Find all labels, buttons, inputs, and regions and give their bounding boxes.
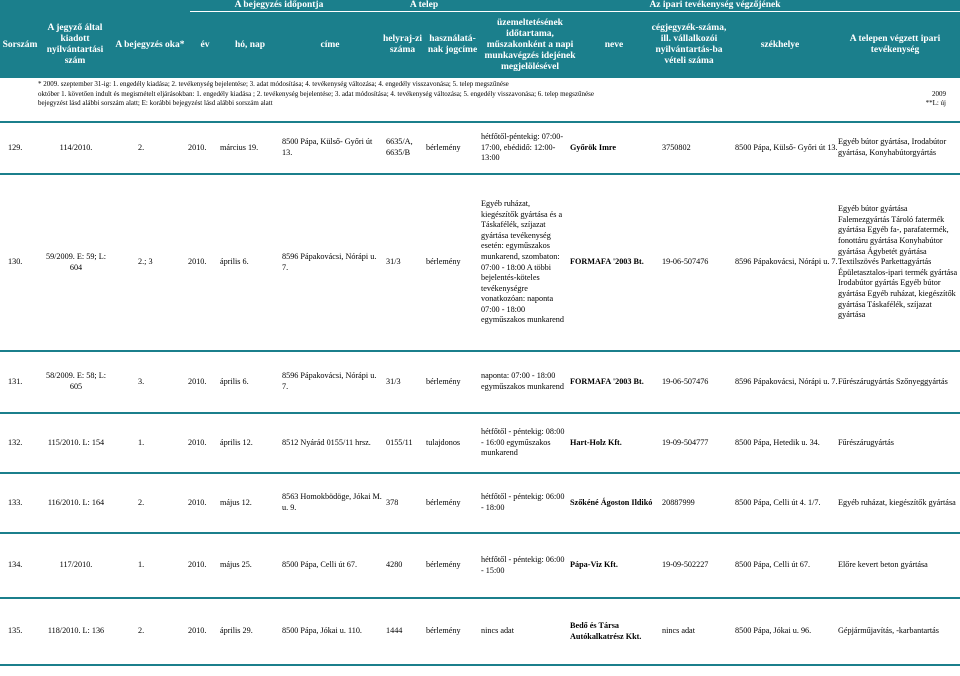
cell-sorszam-text: 130.	[8, 257, 23, 267]
cell-hours-text: hétfőtől - péntekig: 06:00 - 15:00	[481, 554, 565, 575]
cell-address	[282, 474, 382, 532]
table-header	[0, 0, 960, 78]
cell-activity	[838, 123, 960, 173]
cell-reason-text: 2.	[138, 497, 145, 507]
cell-reason-text: 2.	[138, 142, 145, 152]
cell-name-text: Győrök Imre	[570, 142, 617, 152]
cell-seat-text: 8500 Pápa, Celli út 4. 1/7.	[735, 497, 821, 507]
header-divider	[190, 78, 960, 79]
cell-sorszam	[8, 474, 40, 532]
header-address: címe	[320, 39, 340, 50]
cell-title	[426, 352, 476, 412]
header-year: év	[200, 39, 210, 50]
cell-reason	[138, 474, 178, 532]
cell-name	[570, 534, 658, 597]
cell-seat	[735, 175, 840, 350]
cell-activity	[838, 534, 960, 597]
cell-name	[570, 414, 658, 472]
cell-hours-text: hétfőtől - péntekig: 08:00 - 16:00 egyműszakos munkarend	[481, 427, 565, 458]
cell-seat-text: 8500 Pápa, Celli út 67.	[735, 560, 811, 570]
cell-activity-text: Előre kevert beton gyártása	[838, 560, 928, 570]
cell-hours	[481, 474, 569, 532]
cell-date	[220, 175, 278, 350]
cell-sorszam-text: 132.	[8, 437, 23, 447]
cell-year-text: 2010.	[188, 437, 207, 447]
cell-name	[570, 352, 658, 412]
cell-lot-text: 4280	[386, 560, 403, 570]
header-seat: székhelye	[760, 39, 800, 50]
cell-year	[188, 352, 218, 412]
cell-sorszam	[8, 599, 40, 664]
cell-reason-text: 2.	[138, 626, 145, 636]
cell-reason-text: 1.	[138, 437, 145, 447]
header-name: neve	[604, 39, 624, 50]
cell-hours	[481, 534, 569, 597]
cell-hours	[481, 123, 569, 173]
cell-title-text: bérlemény	[426, 626, 461, 636]
cell-title-text: bérlemény	[426, 560, 461, 570]
cell-number-text: 117/2010.	[59, 560, 93, 570]
cell-number-text: 114/2010.	[59, 142, 93, 152]
cell-sorszam-text: 135.	[8, 626, 23, 636]
cell-lot-text: 0155/11	[386, 437, 413, 447]
cell-title	[426, 123, 476, 173]
cell-title	[426, 599, 476, 664]
cell-date	[220, 123, 278, 173]
cell-hours	[481, 352, 569, 412]
cell-activity-text: Egyéb ruházat, kiegészítők gyártása	[838, 497, 956, 507]
note-line-3-right: **L: új	[925, 99, 946, 107]
cell-year	[188, 123, 218, 173]
cell-number-text: 58/2009. E: 58; L: 605	[45, 371, 107, 391]
cell-year	[188, 414, 218, 472]
cell-lot-text: 378	[386, 497, 399, 507]
cell-address	[282, 352, 382, 412]
header-group-operator: Az ipari tevékenység végzőjének	[649, 0, 781, 10]
cell-date-text: május 12.	[220, 497, 252, 507]
cell-activity	[838, 352, 960, 412]
cell-reg-text: nincs adat	[662, 626, 695, 636]
cell-activity-text: Egyéb bútor gyártása Falemezgyártás Tároló fatermék gyártása Egyéb fa-, parafatermék, fonottáru gyártása Konyhabútor gyártása Ágybetét gyártása Textilszövés Parkettagyártás Épületasztalos-ipari termék gyártása Irodabútor gyártás Egyéb bútor gyártása Egyéb ruházat, kiegészítők gyártása Táskafélék, szíjazat gyártása	[838, 204, 958, 320]
cell-year	[188, 175, 218, 350]
header-operating-time: üzemeltetésének időtartama, műszakonként a napi munkavégzés idejének megjelölésével	[484, 17, 576, 72]
note-line-1: * 2009. szeptember 31-ig: 1. engedély kiadása; 2. tevékenység bejelentése; 3. adat módosítása; 4. tevékenység változása; 4. engedély visszavonása; 5. telep megszűnése	[38, 80, 509, 88]
header-activity: A telepen végzett ipari tevékenység	[849, 34, 941, 55]
cell-seat	[735, 414, 840, 472]
cell-seat	[735, 534, 840, 597]
cell-hours-text: hétfőtől - péntekig: 06:00 - 18:00	[481, 492, 565, 512]
cell-date-text: április 6.	[220, 376, 249, 386]
cell-title	[426, 534, 476, 597]
cell-name-text: Hart-Holz Kft.	[570, 437, 622, 447]
cell-number	[40, 352, 112, 412]
cell-lot	[386, 175, 426, 350]
cell-year	[188, 474, 218, 532]
cell-number	[40, 175, 112, 350]
cell-year-text: 2010.	[188, 497, 207, 507]
cell-name-text: FORMAFA '2003 Bt.	[570, 376, 644, 386]
cell-activity-text: Fűrészárugyártás	[838, 437, 894, 447]
cell-reg-text: 20887999	[662, 497, 695, 507]
header-title: használatának jogcíme	[427, 34, 478, 55]
cell-address-text: 8500 Pápa, Külső- Győri út 13.	[282, 137, 373, 157]
cell-seat-text: 8500 Pápa, Külső- Győri út 13.	[735, 142, 838, 152]
cell-address-text: 8563 Homokbödöge, Jókai M. u. 9.	[282, 492, 382, 512]
cell-address-text: 8596 Pápakovácsi, Nórápi u. 7.	[282, 251, 377, 272]
cell-number	[40, 534, 112, 597]
cell-reason	[138, 175, 178, 350]
cell-seat-text: 8596 Pápakovácsi, Nórápi u. 7.	[735, 376, 838, 386]
cell-lot	[386, 352, 426, 412]
cell-activity	[838, 175, 960, 350]
cell-reg-text: 3750802	[662, 142, 691, 152]
cell-reg-text: 19-09-504777	[662, 437, 709, 447]
cell-lot-text: 1444	[386, 626, 403, 636]
cell-lot	[386, 123, 426, 173]
cell-sorszam	[8, 352, 40, 412]
cell-address-text: 8500 Pápa, Jókai u. 110.	[282, 626, 362, 636]
cell-reason	[138, 352, 178, 412]
cell-title-text: bérlemény	[426, 497, 461, 507]
cell-title	[426, 414, 476, 472]
cell-year-text: 2010.	[188, 560, 207, 570]
cell-sorszam-text: 131.	[8, 376, 23, 386]
cell-reason-text: 1.	[138, 560, 145, 570]
cell-reg	[662, 414, 732, 472]
cell-lot	[386, 599, 426, 664]
cell-title	[426, 175, 476, 350]
cell-reason	[138, 414, 178, 472]
cell-lot	[386, 534, 426, 597]
cell-name-text: Bedő és Társa Autókalkatrész Kkt.	[570, 620, 642, 641]
header-lot: helyraj-zi száma	[382, 34, 423, 55]
cell-hours	[481, 599, 569, 664]
cell-lot-text: 6635/A, 6635/B	[386, 137, 413, 157]
cell-sorszam	[8, 175, 40, 350]
cell-year-text: 2010.	[188, 142, 207, 152]
cell-number	[40, 474, 112, 532]
cell-reg	[662, 599, 732, 664]
header-reason: A bejegyzés oka*	[115, 39, 185, 50]
row-separator	[0, 664, 960, 666]
cell-sorszam	[8, 534, 40, 597]
cell-date	[220, 352, 278, 412]
cell-name-text: Szőkéné Ágoston Ildikó	[570, 497, 653, 507]
cell-address-text: 8500 Pápa, Celli út 67.	[282, 560, 358, 570]
cell-address	[282, 175, 382, 350]
cell-reg	[662, 474, 732, 532]
cell-name	[570, 599, 658, 664]
cell-reg	[662, 352, 732, 412]
cell-sorszam	[8, 123, 40, 173]
cell-year	[188, 534, 218, 597]
cell-date-text: április 29.	[220, 626, 253, 636]
cell-date-text: április 6.	[220, 257, 249, 267]
header-issuer-number: A jegyző által kiadott nyilvántartási szám	[46, 23, 104, 66]
cell-hours-text: naponta: 07:00 - 18:00 egyműszakos munkarend	[481, 371, 564, 391]
cell-name	[570, 175, 658, 350]
cell-year-text: 2010.	[188, 376, 207, 386]
header-group-site: A telep	[409, 0, 439, 10]
cell-reason	[138, 599, 178, 664]
cell-title-text: bérlemény	[426, 257, 461, 267]
cell-sorszam	[8, 414, 40, 472]
cell-lot	[386, 474, 426, 532]
cell-hours-text: nincs adat	[481, 626, 514, 636]
cell-address-text: 8512 Nyárád 0155/11 hrsz.	[282, 437, 371, 447]
cell-date	[220, 534, 278, 597]
cell-hours-text: hétfőtől-péntekig: 07:00-17:00, ebédidő: 12:00-13:00	[481, 132, 564, 163]
cell-address	[282, 599, 382, 664]
cell-activity	[838, 414, 960, 472]
cell-activity-text: Egyéb bútor gyártása, Irodabútor gyártása, Konyhabútorgyártás	[838, 137, 947, 157]
cell-year	[188, 599, 218, 664]
cell-seat	[735, 474, 840, 532]
cell-hours	[481, 175, 569, 350]
cell-reg	[662, 123, 732, 173]
cell-address	[282, 123, 382, 173]
cell-seat	[735, 352, 840, 412]
cell-year-text: 2010.	[188, 626, 207, 636]
cell-lot-text: 31/3	[386, 376, 401, 386]
cell-name-text: Pápa-Viz Kft.	[570, 560, 618, 570]
cell-seat	[735, 599, 840, 664]
note-line-3: bejegyzést lásd alábbi sorszám alatt; E: korábbi bejegyzést lásd alábbi sorszám alatt	[38, 99, 273, 107]
cell-reason	[138, 534, 178, 597]
cell-activity-text: Gépjárműjavítás, -karbantartás	[838, 626, 939, 636]
note-line-2-right: 2009	[932, 89, 946, 98]
cell-number	[40, 599, 112, 664]
cell-address-text: 8596 Pápakovácsi, Nórápi u. 7.	[282, 371, 377, 391]
cell-number-text: 116/2010. L: 164	[47, 497, 105, 507]
cell-sorszam-text: 129.	[8, 142, 23, 152]
cell-title	[426, 474, 476, 532]
cell-hours-text: Egyéb ruházat, kiegészítők gyártása és a Táskafélék, szíjazat gyártása tevékenység esetén: egyműszakos munkarend, szombaton: 07:00 - 18:00 A többi bejelentés-köteles tevékenységre vonatkozóan: naponta 07:00 - 18:00 egyműszakos munkarend	[481, 198, 564, 325]
cell-address	[282, 414, 382, 472]
cell-number	[40, 123, 112, 173]
notes	[38, 80, 958, 109]
cell-year-text: 2010.	[188, 257, 207, 267]
cell-number-text: 118/2010. L: 136	[47, 626, 105, 636]
header-group-time: A bejegyzés időpontja	[234, 0, 324, 10]
cell-number	[40, 414, 112, 472]
cell-date	[220, 474, 278, 532]
cell-activity	[838, 474, 960, 532]
header-month-day: hó, nap	[234, 39, 266, 50]
cell-reg-text: 19-06-507476	[662, 376, 709, 386]
cell-name	[570, 474, 658, 532]
cell-seat-text: 8596 Pápakovácsi, Nórápi u. 7.	[735, 257, 838, 267]
cell-number-text: 59/2009. E: 59; L: 604	[45, 251, 107, 272]
cell-seat-text: 8500 Pápa, Jókai u. 96.	[735, 626, 812, 636]
cell-reason-text: 3.	[138, 376, 145, 386]
cell-name-text: FORMAFA '2003 Bt.	[570, 257, 644, 267]
cell-date-text: május 25.	[220, 560, 252, 570]
cell-date-text: március 19.	[220, 142, 259, 152]
cell-title-text: tulajdonos	[426, 437, 461, 447]
cell-reg-text: 19-06-507476	[662, 257, 709, 267]
cell-title-text: bérlemény	[426, 142, 461, 152]
cell-reason	[138, 123, 178, 173]
cell-reg-text: 19-09-502227	[662, 560, 709, 570]
cell-seat-text: 8500 Pápa, Hetedik u. 34.	[735, 437, 820, 447]
cell-name	[570, 123, 658, 173]
header-reg-number: cégjegyzék-száma, ill. vállalkozói nyilvántartás-ba vételi száma	[651, 23, 727, 66]
cell-number-text: 115/2010. L: 154	[47, 437, 105, 447]
cell-sorszam-text: 134.	[8, 560, 23, 570]
cell-seat	[735, 123, 840, 173]
cell-reg	[662, 534, 732, 597]
cell-activity	[838, 599, 960, 664]
header-sorszam: Sorszám	[2, 39, 38, 50]
cell-date-text: április 12.	[220, 437, 253, 447]
cell-lot	[386, 414, 426, 472]
cell-hours	[481, 414, 569, 472]
cell-reg	[662, 175, 732, 350]
cell-sorszam-text: 133.	[8, 497, 23, 507]
cell-address	[282, 534, 382, 597]
note-line-2: október 1. követően indult és megismételt eljárásokban: 1. engedély kiadása ; 2. tevékenység bejelentése; 3. adat módosítása; 4. tevékenység változása; 5. engedély visszavonása; 6. telep megszűnése	[38, 89, 594, 98]
cell-activity-text: Fűrészárugyártás Szőnyeggyártás	[838, 376, 948, 386]
cell-title-text: bérlemény	[426, 376, 461, 386]
cell-reason-text: 2.; 3	[138, 257, 153, 267]
cell-lot-text: 31/3	[386, 257, 401, 267]
cell-date	[220, 599, 278, 664]
cell-date	[220, 414, 278, 472]
